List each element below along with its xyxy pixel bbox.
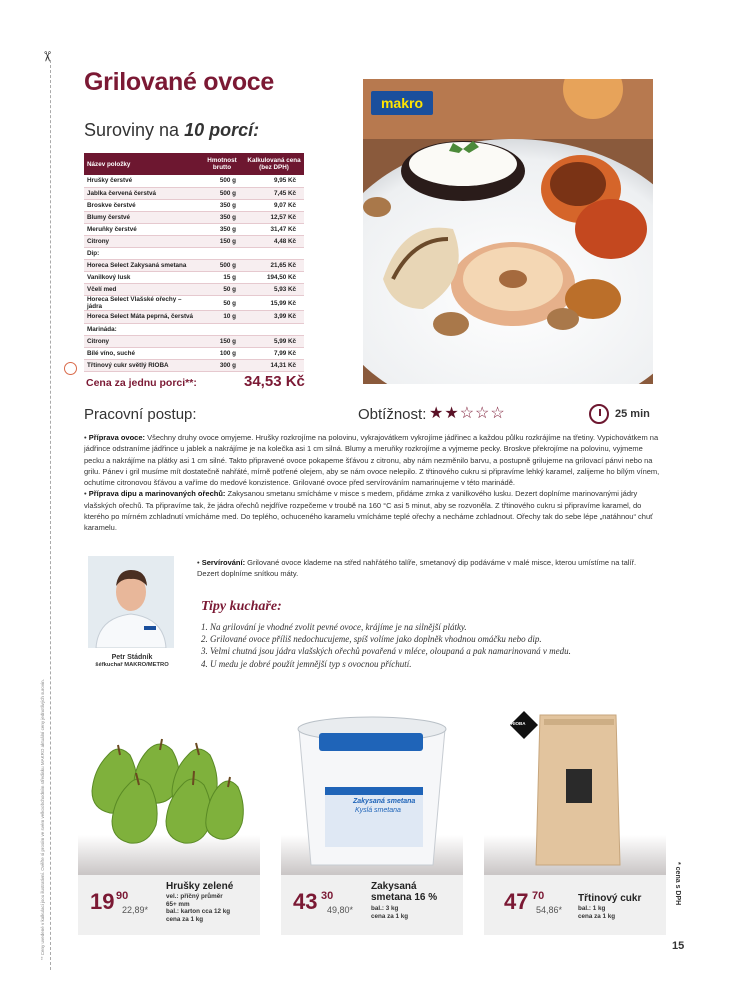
ingredient-weight: 350 g — [200, 223, 244, 235]
cane-sugar-image — [484, 705, 666, 875]
table-row — [84, 311, 304, 323]
chef-role: šéfkuchař MAKRO/METRO — [95, 662, 169, 668]
difficulty-stars — [429, 403, 506, 423]
ingredient-weight — [200, 323, 244, 335]
star-filled-icon: ★★ — [429, 405, 460, 422]
product-info: 43 30 49,80* Zakysaná smetana 16 % bal.: 3 kg cena za 1 kg — [281, 875, 463, 935]
ingredient-name: Vanilkový lusk — [84, 272, 200, 284]
tip-item: 3. Velmi chutná jsou jádra vlašských ořechů povařená v mléce, oloupaná a pak namarinovaná v medu. — [201, 646, 571, 657]
rioba-logo: RIOBA — [511, 721, 526, 726]
chef-name: Petr Stádník — [111, 654, 153, 661]
table-row — [84, 284, 304, 296]
ingredients-table — [84, 153, 304, 372]
bucket-icon — [281, 705, 463, 875]
sour-cream-image — [281, 705, 463, 875]
product-card-sour-cream — [281, 705, 463, 935]
ingredient-weight: 150 g — [200, 335, 244, 347]
ingredient-price: 5,93 Kč — [244, 284, 304, 296]
product-info: 47 70 54,86* Třtinový cukr bal.: 1 kg cena za 1 kg — [484, 875, 666, 935]
sugar-bag-icon — [484, 705, 666, 875]
portion-price-label: Cena za jednu porci**: — [86, 377, 197, 389]
bucket-label-line: Kyslá smetana — [355, 807, 401, 814]
col-header-price: Kalkulovaná cena (bez DPH) — [244, 153, 304, 175]
ingredient-price: 7,99 Kč — [244, 347, 304, 359]
ingredient-price: 15,99 Kč — [244, 296, 304, 311]
product-name: Třtinový cukr — [578, 893, 642, 904]
ingredient-name: Citrony — [84, 235, 200, 247]
vat-note: * cena s DPH — [674, 862, 681, 906]
table-row — [84, 323, 304, 335]
ingredient-name: Meruňky čerstvé — [84, 223, 200, 235]
ingredient-weight: 350 g — [200, 211, 244, 223]
chef-photo — [88, 556, 174, 648]
table-row — [84, 272, 304, 284]
ingredient-weight: 50 g — [200, 296, 244, 311]
ingredient-weight: 500 g — [200, 175, 244, 187]
star-empty-icon: ☆☆☆ — [459, 405, 506, 422]
product-name: Hrušky zelené — [166, 881, 234, 892]
price-integer: 19 — [90, 889, 115, 914]
ingredient-price: 9,95 Kč — [244, 175, 304, 187]
table-row — [84, 211, 304, 223]
price-with-vat: 54,86* — [536, 905, 563, 915]
price-disclaimer: ** Ceny uvedené v kalkulaci jsou ilustrativní. Ověřte si prosím ve svém velkoobchodním středisku MAKRO aktuální ceny jednotlivých surovin. — [40, 679, 45, 960]
col-header-name: Název položky — [84, 153, 200, 175]
product-card-pears — [78, 705, 260, 935]
price-decimal: 90 — [116, 890, 129, 902]
chef-card — [84, 556, 180, 678]
ingredient-weight — [200, 248, 244, 260]
ingredient-price: 31,47 Kč — [244, 223, 304, 235]
makro-logo: makro — [371, 91, 433, 115]
table-row — [84, 187, 304, 199]
ingredient-name: Horeca Select Vlašské ořechy – jádra — [84, 296, 200, 311]
table-row — [84, 199, 304, 211]
ingredient-name: Jablka červená čerstvá — [84, 187, 200, 199]
scissors-icon: ✂ — [39, 50, 56, 63]
ingredient-name: Marináda: — [84, 323, 200, 335]
ingredient-name: Včelí med — [84, 284, 200, 296]
tip-item: 1. Na grilování je vhodné zvolit pevné ovoce, krájíme je na silnější plátky. — [201, 622, 467, 632]
prep-time: 25 min — [615, 408, 650, 420]
ingredient-price: 14,31 Kč — [244, 359, 304, 371]
ingredient-name: Třtinový cukr světlý RIOBA — [84, 359, 200, 371]
recipe-title: Grilované ovoce — [84, 68, 275, 96]
product-name: smetana 16 % — [371, 892, 438, 903]
step-dip: • Příprava dipu a marinovaných ořechů: Zakysanou smetanu smícháme v misce s medem, přidáme zrnka z vanilkového lusku. Dezert doplníme marinovanými jádry vlašských ořechů. Ta připravíme tak, že jádra ořechů nejdříve rozpečeme v troubě na 160 °C asi 5 minut, aby se rozvoněla. Z třtinového cukru si připravíme karamel, do kterého po mírném zchladnutí vmícháme med. Do teplého, ochuceného karamelu vmícháme teplé ořechy a necháme zchladnout. Ořechy tak do sebe lépe „natáhnou“ chuť karamelu. — [84, 489, 653, 533]
product-info: 19 90 22,89* Hrušky zelené vel.: příčný průměr 65+ mm bal.: karton cca 12 kg cena za 1 kg — [78, 875, 260, 935]
ingredient-weight: 350 g — [200, 199, 244, 211]
ingredient-price: 21,65 Kč — [244, 260, 304, 272]
price-decimal: 70 — [532, 890, 545, 902]
table-row — [84, 175, 304, 187]
product-name: Zakysaná — [371, 881, 417, 892]
price-with-vat: 22,89* — [122, 905, 149, 915]
ingredient-weight: 15 g — [200, 272, 244, 284]
ingredient-weight: 150 g — [200, 235, 244, 247]
difficulty-label: Obtížnost: — [358, 406, 427, 423]
step-serving: • Servírování: Grilované ovoce klademe na střed nahřátého talíře, smetanový dip podáváme v malé misce, kterou umístíme na talíř. Dezert doplníme snítkou máty. — [197, 558, 637, 579]
pear-icon — [78, 705, 260, 875]
price-integer: 47 — [504, 889, 529, 914]
ingredient-price: 5,99 Kč — [244, 335, 304, 347]
ingredient-weight: 500 g — [200, 187, 244, 199]
bucket-label-line: Zakysaná smetana — [353, 798, 416, 805]
chef-portrait-icon — [88, 556, 174, 648]
pears-image — [78, 705, 260, 875]
ingredient-name: Bílé víno, suché — [84, 347, 200, 359]
price-integer: 43 — [293, 889, 318, 914]
ingredient-price: 12,57 Kč — [244, 211, 304, 223]
ingredient-weight: 50 g — [200, 284, 244, 296]
portion-price-value: 34,53 Kč — [244, 373, 305, 390]
table-row — [84, 347, 304, 359]
table-row — [84, 335, 304, 347]
ingredient-name: Dip: — [84, 248, 200, 260]
grilled-fruit-illustration — [363, 79, 653, 384]
ingredient-name: Horeca Select Zakysaná smetana — [84, 260, 200, 272]
chef-tips-heading: Tipy kuchaře: — [201, 599, 282, 614]
table-row — [84, 359, 304, 371]
ingredient-name: Horeca Select Máta peprná, čerstvá — [84, 311, 200, 323]
tip-item: 2. Grilované ovoce příliš nedochucujeme, spíš volíme jako doplněk vhodnou omáčku nebo dip. — [201, 634, 542, 645]
price-with-vat: 49,80* — [327, 905, 354, 915]
ingredient-weight: 10 g — [200, 311, 244, 323]
step-fruit: • Příprava ovoce: Všechny druhy ovoce omyjeme. Hrušky rozkrojíme na polovinu, vykrajovátkem vykrojíme jádřinec a každou půlku rozkrájíme na třetiny. Vypichovátkem na jádřince odstraníme jádřince u jablek a nakrájíme je na kolečka asi 1 cm silná. Blumy a meruňky rozkrojíme a vyjmeme pecky. Broskve překrojíme na polovinu, vyjmeme pecku a nakrájíme na plátky asi 1 cm silné. Takto připravené ovoce pokapeme šťávou z citronu, aby nám nezměnilo barvu, a postupně grilujeme na grilovací pánvi nebo na grilu. Pánev i gril musíme mít dostatečně nahřáté, mírně potřené olejem, aby se nám ovoce nelepilo. Z třtinového cukru si připravíme lehký karamel, zalijeme ho bílým vínem, ochutíme citronovou šťávou a vaříme do medové konzistence. Grilované ovoce před servírováním namarinujeme v této marinádě. — [84, 433, 660, 488]
table-row — [84, 223, 304, 235]
ingredient-name: Citrony — [84, 335, 200, 347]
ingredients-heading: Suroviny na 10 porcí: — [84, 120, 260, 140]
ingredient-name: Broskve čerstvé — [84, 199, 200, 211]
table-row — [84, 296, 304, 311]
ingredient-weight: 100 g — [200, 347, 244, 359]
ingredient-price — [244, 248, 304, 260]
price-decimal: 30 — [321, 890, 334, 902]
ingredient-price — [244, 323, 304, 335]
ingredient-price: 9,07 Kč — [244, 199, 304, 211]
products-row — [78, 705, 666, 935]
page-number: 15 — [672, 940, 685, 952]
product-card-cane-sugar — [484, 705, 666, 935]
col-header-weight: Hmotnost brutto — [200, 153, 244, 175]
hole-punch-mark — [64, 362, 77, 375]
table-row — [84, 260, 304, 272]
ingredient-name: Blumy čerstvé — [84, 211, 200, 223]
ingredient-price: 194,50 Kč — [244, 272, 304, 284]
table-row — [84, 248, 304, 260]
table-row — [84, 235, 304, 247]
ingredient-price: 3,99 Kč — [244, 311, 304, 323]
ingredient-weight: 500 g — [200, 260, 244, 272]
ingredient-weight: 300 g — [200, 359, 244, 371]
ingredient-price: 7,45 Kč — [244, 187, 304, 199]
chef-tips-list — [201, 621, 651, 670]
ingredient-price: 4,48 Kč — [244, 235, 304, 247]
clock-icon — [589, 404, 609, 424]
procedure-steps — [84, 432, 664, 534]
tip-item: 4. U medu je dobré použít jemnější typ s ovocnou příchutí. — [201, 658, 412, 669]
ingredient-name: Hrušky čerstvé — [84, 175, 200, 187]
dish-photo — [363, 79, 653, 384]
procedure-heading: Pracovní postup: — [84, 406, 197, 423]
